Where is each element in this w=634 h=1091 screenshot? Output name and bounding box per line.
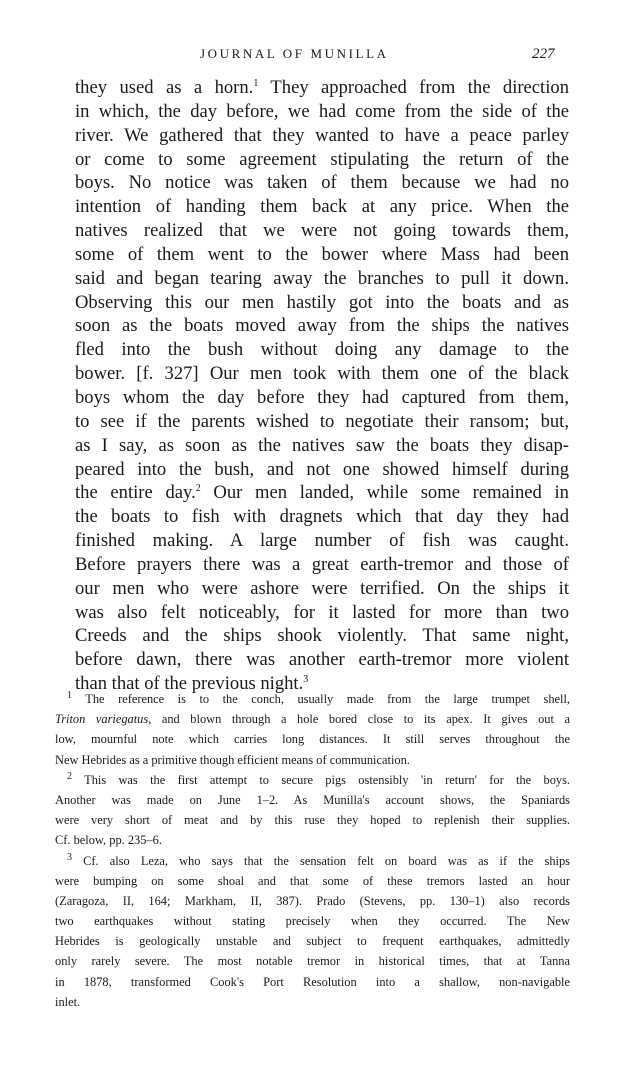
footnote-number: 2 bbox=[67, 770, 72, 782]
footnote-3-line: Hebrides is geologically unstable and subject to frequent earthquakes, admittedly bbox=[55, 934, 570, 949]
footnote-1-line: low, mournful note which carries long distances. It still serves throughout the bbox=[55, 732, 570, 747]
body-line: Observing this our men hastily got into the boats and as bbox=[75, 291, 569, 313]
footnote-3-line: in 1878, transformed Cook's Port Resolution into a shallow, non-navigable bbox=[55, 974, 570, 989]
footnote-3-line: inlet. bbox=[55, 994, 81, 1009]
body-text bbox=[75, 76, 569, 696]
running-title: JOURNAL OF MUNILLA bbox=[200, 46, 389, 61]
body-line: finished making. A large number of fish was caught. bbox=[75, 530, 569, 552]
footnote-2-line: were very short of meat and by this ruse they hoped to replenish their supplies. bbox=[55, 813, 570, 828]
footnote-text: This was the first attempt to secure pigs ostensibly 'in return' for the boys. bbox=[84, 772, 571, 787]
footnote-text: The reference is to the conch, usually made from the large trumpet shell, bbox=[85, 692, 570, 706]
body-line: was also felt noticeably, for it lasted for more than two bbox=[75, 601, 569, 623]
footnote-1-line bbox=[55, 689, 570, 709]
body-line: boys whom the day before they had captured from them, bbox=[75, 386, 569, 408]
footnote-number: 1 bbox=[67, 689, 72, 701]
footnotes bbox=[55, 689, 570, 1012]
body-line: soon as the boats moved away from the ships the natives bbox=[75, 315, 569, 337]
species-name: Triton variegatus bbox=[55, 712, 149, 727]
footnote-text: , and blown through a hole bored close to its apex. It gives out a bbox=[148, 712, 570, 727]
body-line: before dawn, there was another earth-tremor more violent bbox=[75, 649, 569, 671]
body-line: the boats to fish with dragnets which that day they had bbox=[75, 506, 569, 528]
body-line-text: the entire day. bbox=[75, 482, 196, 504]
body-line: or come to some agreement stipulating the return of the bbox=[75, 148, 569, 170]
footnote-1-line bbox=[55, 709, 570, 729]
body-line: our men who were ashore were terrified. On the ships it bbox=[75, 577, 569, 599]
body-line: river. We gathered that they wanted to have a peace parley bbox=[75, 124, 569, 146]
footnote-2-line: Cf. below, pp. 235–6. bbox=[55, 833, 162, 848]
footnote-1-line: New Hebrides as a primitive though efficient means of communication. bbox=[55, 752, 410, 767]
footnote-reference: 3 bbox=[303, 673, 309, 685]
footnote-3-line: two earthquakes without stating precisely when they occurred. The New bbox=[55, 914, 570, 929]
body-line: said and began tearing away the branches to pull it down. bbox=[75, 267, 569, 289]
footnote-3-line: (Zaragoza, II, 164; Markham, II, 387). Prado (Stevens, pp. 130–1) also records bbox=[55, 893, 570, 908]
body-line-text: they used as a horn. bbox=[75, 77, 254, 98]
body-line-text: They approached from the direction bbox=[258, 77, 569, 98]
body-line-text: than that of the previous night. bbox=[75, 673, 304, 695]
body-line: boys. No notice was taken of them because we had no bbox=[75, 172, 569, 194]
footnote-3-line bbox=[55, 851, 570, 871]
body-line: to see if the parents wished to negotiate their ransom; but, bbox=[75, 410, 569, 432]
footnote-2-line bbox=[55, 770, 570, 790]
footnote-number: 3 bbox=[67, 851, 72, 863]
footnote-reference: 2 bbox=[195, 483, 201, 495]
body-line: intention of handing them back at any price. When the bbox=[75, 196, 569, 218]
body-line: bower. [f. 327] Our men took with them one of the black bbox=[75, 363, 569, 385]
body-line: in which, the day before, we had come from the side of the bbox=[75, 100, 569, 122]
body-line bbox=[75, 76, 569, 100]
body-line: fled into the bush without doing any damage to the bbox=[75, 339, 569, 361]
body-line: some of them went to the bower where Mass had been bbox=[75, 243, 569, 265]
footnote-text: Cf. also Leza, who says that the sensation felt on board was as if the ships bbox=[83, 853, 570, 868]
footnote-reference: 1 bbox=[253, 77, 259, 89]
body-line: natives realized that we were not going towards them, bbox=[75, 220, 569, 242]
page-number: 227 bbox=[532, 46, 555, 62]
footnote-3-line: only rarely severe. The most notable tremor in historical times, that at Tanna bbox=[55, 954, 570, 969]
footnote-3-line: were bumping on some shoal and that some of these tremors lasted an hour bbox=[55, 873, 570, 888]
body-line: Creeds and the ships shook violently. That same night, bbox=[75, 625, 569, 647]
body-line: peared into the bush, and not one showed himself during bbox=[75, 458, 569, 480]
body-line bbox=[75, 481, 569, 505]
body-line-text: Our men landed, while some remained in bbox=[200, 482, 569, 504]
body-line: Before prayers there was a great earth-tremor and those of bbox=[75, 553, 569, 575]
footnote-2-line: Another was made on June 1–2. As Munilla's account shows, the Spaniards bbox=[55, 792, 570, 807]
body-line: as I say, as soon as the natives saw the boats they disap- bbox=[75, 434, 569, 456]
